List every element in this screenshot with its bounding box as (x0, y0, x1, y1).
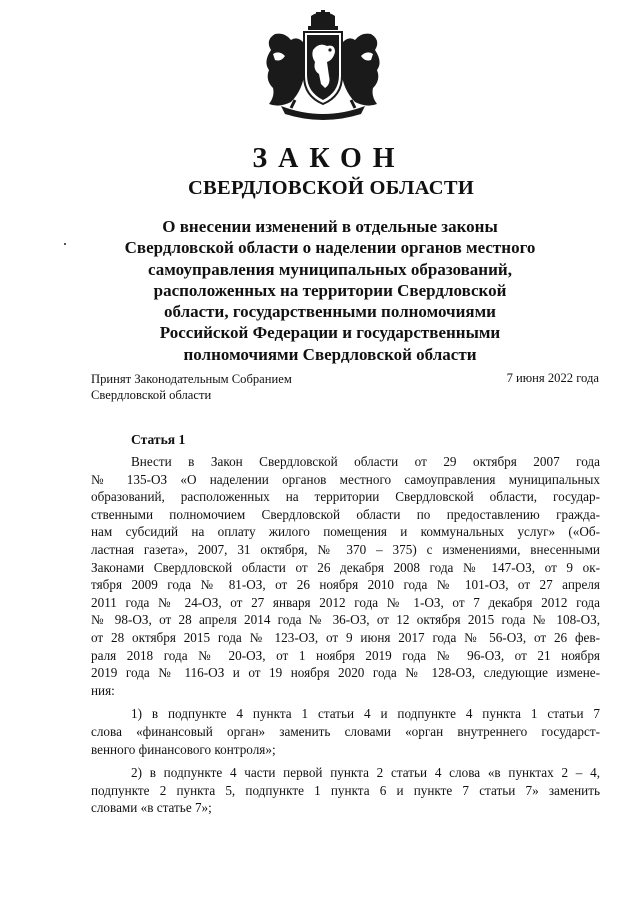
text-line: подпункте 2 пункта 5, подпункте 1 пункта 6 и пункте 7 статьи 7» заменить (91, 782, 600, 798)
law-title (120, 216, 540, 365)
amendment-item (91, 705, 600, 758)
text-line: ния: (91, 682, 115, 698)
law-title-line: Свердловской области о наделении органов местного (124, 238, 536, 258)
issuing-region-heading: СВЕРДЛОВСКОЙ ОБЛАСТИ (187, 177, 475, 199)
law-title-line: полномочиями Свердловской области (183, 344, 477, 364)
text-line: словами «в статье 7»; (91, 800, 212, 816)
adopting-body (91, 371, 292, 403)
document-type-heading: ЗАКОН (252, 143, 406, 174)
text-line: венного финансового контроля»; (91, 741, 276, 757)
text-line: образований, расположенных на территории Свердловской области, государ- (91, 489, 600, 505)
text-line: слова «финансовый орган» заменить словами «орган внутреннего государст- (91, 723, 600, 739)
amendment-item (91, 764, 600, 817)
law-title-line: самоуправления муниципальных образований, (148, 259, 512, 279)
article-paragraph (91, 453, 600, 699)
adoption-date: 7 июня 2022 года (506, 371, 599, 385)
text-line: № 135-ОЗ «О наделении органов местного самоуправления муниципальных (91, 471, 600, 487)
text-line: ственными полномочием Свердловской области по предоставлению гражда- (91, 506, 600, 522)
law-title-line: О внесении изменений в отдельные законы (162, 217, 498, 236)
scan-speck (64, 243, 66, 245)
text-line: от 28 октября 2015 года № 123-ОЗ, от 9 июня 2017 года № 56-ОЗ, от 26 фев- (91, 629, 600, 645)
adopting-body-line: Принят Законодательным Собранием (91, 372, 292, 386)
text-line: ластная газета», 2007, 31 октября, № 370 – 375) с изменениями, внесенными (91, 541, 600, 557)
article-heading: Статья 1 (131, 432, 186, 447)
text-line: 2019 года № 116-ОЗ и от 19 ноября 2020 года № 128-ОЗ, следующие измене- (91, 665, 600, 681)
text-line: 2011 года № 24-ОЗ, от 27 января 2012 года № 1-ОЗ, от 7 декабря 2012 года (91, 594, 600, 610)
text-line: Внести в Закон Свердловской области от 29 октября 2007 года (131, 454, 600, 469)
text-line: 1) в подпункте 4 пункта 1 статьи 4 и подпункте 4 пункта 1 статьи 7 (131, 706, 600, 722)
text-line: Законами Свердловской области от 26 декабря 2008 года № 147-ОЗ, от 9 ок- (91, 559, 600, 575)
text-line: 2) в подпункте 4 части первой пункта 2 статьи 4 слова «в пунктах 2 – 4, (131, 765, 600, 781)
law-title-line: области, государственными полномочиями (164, 302, 496, 322)
adopting-body-line: Свердловской области (91, 388, 212, 402)
law-title-line: Российской Федерации и государственными (159, 323, 501, 343)
article-body (91, 453, 600, 823)
law-title-line: расположенных на территории Свердловской (153, 280, 507, 300)
text-line: тября 2009 года № 81-ОЗ, от 26 ноября 2010 года № 101-ОЗ, от 27 апреля (91, 577, 600, 593)
text-line: № 98-ОЗ, от 28 апреля 2014 года № 36-ОЗ, от 12 октября 2015 года № 108-ОЗ, (91, 612, 600, 628)
text-line: раля 2018 года № 20-ОЗ, от 1 ноября 2019 года № 96-ОЗ, от 21 ноября (91, 647, 600, 663)
text-line: нам субсидий на оплату жилого помещения и коммунальных услуг» («Об- (91, 524, 600, 540)
coat-of-arms-emblem (261, 10, 385, 122)
